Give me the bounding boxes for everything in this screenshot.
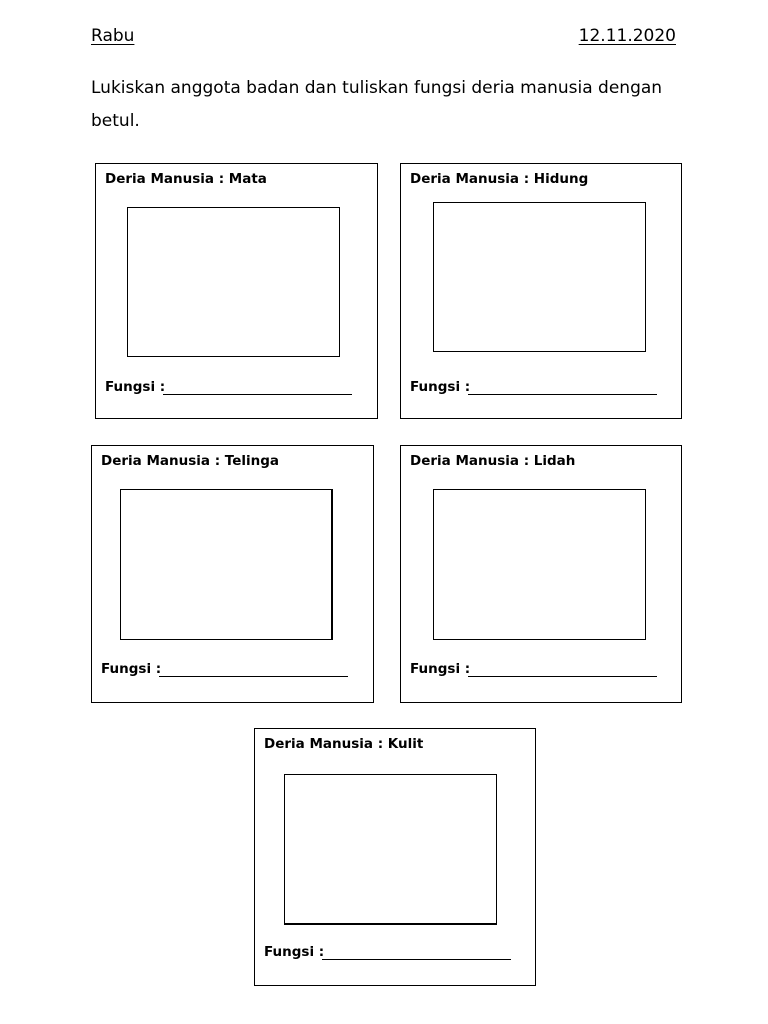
sense-card-mata <box>95 163 378 419</box>
card-title: Deria Manusia : Hidung <box>410 171 589 187</box>
fungsi-label: Fungsi : <box>105 379 166 395</box>
sense-card-kulit <box>254 728 536 986</box>
fungsi-answer-line[interactable] <box>468 676 657 677</box>
drawing-area[interactable] <box>433 202 646 352</box>
fungsi-label: Fungsi : <box>410 379 471 395</box>
fungsi-answer-line[interactable] <box>322 959 511 960</box>
fungsi-label: Fungsi : <box>410 661 471 677</box>
day-label: Rabu <box>91 26 135 46</box>
fungsi-answer-line[interactable] <box>163 394 352 395</box>
drawing-area[interactable] <box>120 489 333 640</box>
fungsi-label: Fungsi : <box>101 661 162 677</box>
drawing-area[interactable] <box>433 489 646 640</box>
fungsi-answer-line[interactable] <box>468 394 657 395</box>
fungsi-answer-line[interactable] <box>159 676 348 677</box>
drawing-area[interactable] <box>127 207 340 357</box>
card-title: Deria Manusia : Kulit <box>264 736 424 752</box>
instruction-text: Lukiskan anggota badan dan tuliskan fungsi deria manusia dengan betul. <box>91 78 663 131</box>
drawing-area[interactable] <box>284 774 497 925</box>
fungsi-label: Fungsi : <box>264 944 325 960</box>
card-title: Deria Manusia : Telinga <box>101 453 280 469</box>
date-label: 12.11.2020 <box>578 26 676 46</box>
sense-card-telinga <box>91 445 374 703</box>
card-title: Deria Manusia : Mata <box>105 171 267 187</box>
card-title: Deria Manusia : Lidah <box>410 453 576 469</box>
sense-card-hidung <box>400 163 682 419</box>
sense-card-lidah <box>400 445 682 703</box>
